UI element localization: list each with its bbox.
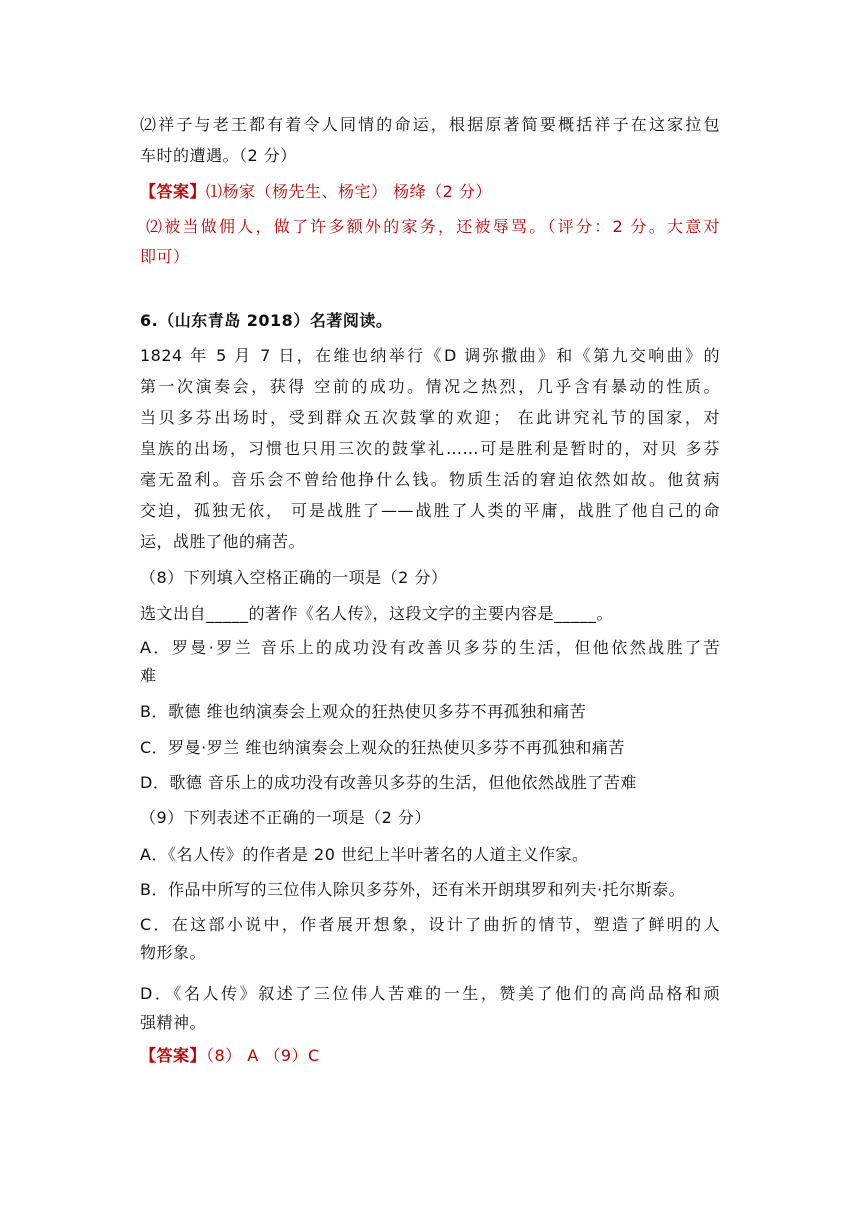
prev-answer-line-1 bbox=[140, 181, 720, 203]
q6-answer-text: （8） A （9）C bbox=[206, 1046, 320, 1065]
q6-answer-line bbox=[140, 1045, 720, 1067]
q8-option-b: B．歌德 维也纳演奏会上观众的狂热使贝多芬不再孤独和痛苦 bbox=[140, 702, 587, 721]
q8-stem: （8）下列填入空格正确的一项是（2 分） bbox=[140, 568, 448, 587]
passage-line-2: 第一次演奏会，获得 空前的成功。情况之热烈，几乎含有暴动的性质。 bbox=[140, 377, 720, 396]
q8-option-d: D．歌德 音乐上的成功没有改善贝多芬的生活，但他依然战胜了苦难 bbox=[140, 773, 637, 792]
passage-line-5: 毫无盈利。音乐会不曾给他挣什么钱。物质生活的窘迫依然如故。他贫病 bbox=[140, 470, 720, 489]
passage-line-6: 交迫，孤独无依， 可是战胜了——战胜了人类的平庸，战胜了他自己的命 bbox=[140, 501, 720, 520]
passage-line-7: 运，战胜了他的痛苦。 bbox=[140, 532, 306, 551]
q9-option-a: A．《名人传》的作者是 20 世纪上半叶著名的人道主义作家。 bbox=[140, 845, 589, 864]
q8-option-a-line-1: A．罗曼·罗兰 音乐上的成功没有改善贝多芬的生活，但他依然战胜了苦 bbox=[140, 638, 720, 657]
q9-option-d-line-1: D．《名人传》叙述了三位伟人苦难的一生，赞美了他们的高尚品格和顽 bbox=[140, 984, 720, 1003]
q8-option-a-line-2: 难 bbox=[140, 666, 157, 685]
passage-line-3: 当贝多芬出场时，受到群众五次鼓掌的欢迎； 在此讲究礼节的国家，对 bbox=[140, 408, 720, 427]
prev-answer-line-3: 即可） bbox=[140, 247, 190, 266]
prev-answer-line-2: ⑵被当做佣人，做了许多额外的家务，还被辱骂。（评分：2 分。大意对 bbox=[146, 217, 720, 236]
question-6-heading: 6.（山东青岛 2018）名著阅读。 bbox=[140, 311, 393, 330]
passage-line-1: 1824 年 5 月 7 日，在维也纳举行《D 调弥撒曲》和《第九交响曲》的 bbox=[140, 346, 720, 365]
q8-option-c: C．罗曼·罗兰 维也纳演奏会上观众的狂热使贝多芬不再孤独和痛苦 bbox=[140, 738, 625, 757]
prev-answer-text-1: ⑴杨家（杨先生、杨宅） 杨绛（2 分） bbox=[206, 182, 492, 201]
passage-line-4: 皇族的出场，习惯也只用三次的鼓掌礼……可是胜利是暂时的，对贝 多芬 bbox=[140, 439, 720, 458]
answer-tag: 【答案】 bbox=[140, 182, 207, 201]
q9-option-c-line-2: 物形象。 bbox=[140, 943, 207, 962]
answer-tag: 【答案】 bbox=[140, 1046, 207, 1065]
prev-question-line-2: 车时的遭遇。（2 分） bbox=[140, 146, 297, 165]
q9-stem: （9）下列表述不正确的一项是（2 分） bbox=[140, 808, 431, 827]
q9-option-c-line-1: C．在这部小说中，作者展开想象，设计了曲折的情节，塑造了鲜明的人 bbox=[140, 915, 720, 934]
q8-prompt: 选文出自_____的著作《名人传》，这段文字的主要内容是_____。 bbox=[140, 604, 614, 623]
q9-option-d-line-2: 强精神。 bbox=[140, 1013, 207, 1032]
prev-question-line-1: ⑵祥子与老王都有着令人同情的命运，根据原著简要概括祥子在这家拉包 bbox=[140, 115, 720, 134]
q9-option-b: B．作品中所写的三位伟人除贝多芬外，还有米开朗琪罗和列夫·托尔斯泰。 bbox=[140, 880, 686, 899]
